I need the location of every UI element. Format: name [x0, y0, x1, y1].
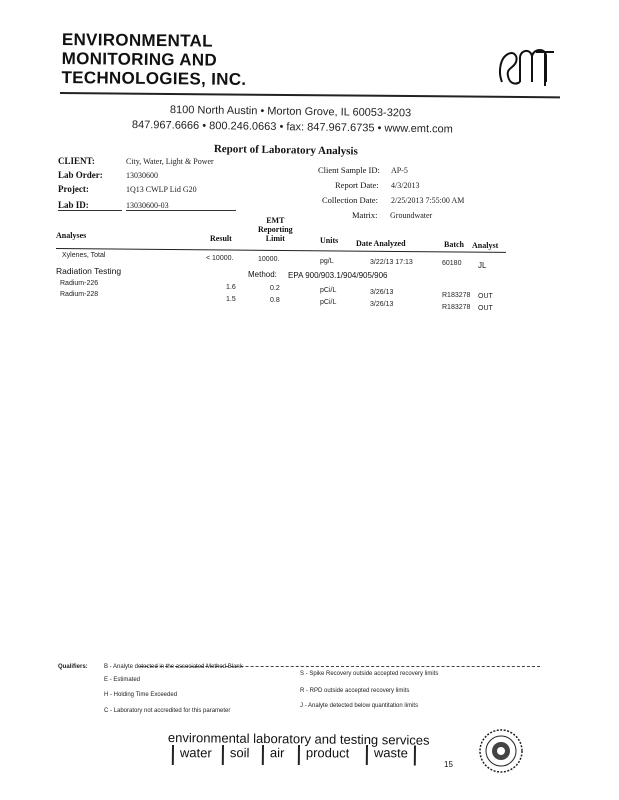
row-radium-228-result: 1.5	[226, 296, 236, 303]
company-name-line-3: TECHNOLOGIES, INC.	[61, 67, 247, 89]
company-address: 8100 North Austin • Morton Grove, IL 60053-3203	[169, 104, 412, 120]
col-emt-limit-line-2: Reporting	[258, 225, 293, 234]
row-radium-226-result: 1.6	[226, 284, 236, 291]
report-title: Report of Laboratory Analysis	[213, 143, 358, 158]
row-radium-226-limit: 0.2	[270, 285, 280, 292]
qualifier-c: C - Laboratory not accredited for this parameter	[104, 708, 231, 714]
row-radium-228-units: pCi/L	[320, 299, 337, 306]
col-emt-limit	[258, 216, 293, 243]
qualifier-s: S - Spike Recovery outside accepted recovery limits	[300, 671, 439, 677]
collection-date-value: 2/25/2013 7:55:00 AM	[391, 196, 465, 205]
qualifier-h: H - Holding Time Exceeded	[104, 692, 178, 698]
service-water: water	[172, 745, 212, 765]
row-xylenes-batch: 60180	[442, 260, 462, 267]
client-sample-id-value: AP-5	[391, 166, 408, 175]
section-radiation-testing: Radiation Testing	[56, 266, 122, 276]
client-value: City, Water, Light & Power	[126, 157, 214, 166]
page-number: 15	[444, 760, 453, 769]
col-analyst: Analyst	[472, 241, 499, 250]
project-value: 1Q13 CWLP Lid G20	[126, 185, 197, 194]
matrix-value: Groundwater	[390, 211, 433, 220]
col-emt-limit-line-1: EMT	[266, 216, 285, 225]
service-product: product	[298, 745, 350, 766]
report-date-value: 4/3/2013	[391, 181, 420, 190]
service-air: air	[262, 745, 285, 765]
col-emt-limit-line-3: Limit	[265, 234, 285, 243]
qualifier-r: R - RPD outside accepted recovery limits	[300, 688, 410, 694]
company-name-line-1: ENVIRONMENTAL	[61, 30, 213, 51]
report-date-label: Report Date:	[335, 180, 379, 190]
lab-order-label: Lab Order:	[58, 170, 103, 180]
row-radium-226-name: Radium-226	[60, 280, 99, 287]
company-name	[61, 30, 246, 89]
row-xylenes-units: pg/L	[320, 258, 334, 265]
matrix-label: Matrix:	[352, 210, 378, 220]
table-header-divider	[56, 248, 506, 253]
row-radium-228-analyst: OUT	[478, 305, 493, 312]
row-radium-226-date: 3/26/13	[370, 289, 394, 296]
col-batch: Batch	[444, 240, 464, 249]
qualifier-e: E - Estimated	[104, 677, 141, 683]
project-label: Project:	[58, 184, 89, 194]
client-sample-id-label: Client Sample ID:	[318, 165, 380, 175]
col-units: Units	[320, 236, 339, 245]
company-name-line-2: MONITORING AND	[61, 48, 218, 70]
row-xylenes-name: Xylenes, Total	[62, 252, 106, 259]
row-radium-228-name: Radium-228	[60, 291, 99, 298]
row-radium-228-batch: R183278	[442, 304, 471, 311]
service-waste: waste	[366, 745, 416, 766]
col-result: Result	[210, 234, 232, 243]
qualifier-j: J - Analyte detected below quantitation limits	[300, 703, 419, 709]
client-label: CLIENT:	[58, 156, 95, 166]
service-soil: soil	[222, 745, 250, 765]
emt-logo-icon	[496, 42, 558, 90]
footer-tagline: environmental laboratory and testing services	[167, 730, 430, 748]
row-radium-226-analyst: OUT	[478, 293, 493, 300]
lab-id-value: 13030600-03	[126, 201, 236, 211]
row-xylenes-analyst: JL	[478, 261, 487, 270]
method-label: Method:	[248, 270, 277, 279]
accreditation-seal-icon	[478, 728, 524, 774]
method-value: EPA 900/903.1/904/905/906	[288, 271, 388, 280]
row-xylenes-date: 3/22/13 17:13	[370, 259, 413, 266]
lab-order-value: 13030600	[126, 171, 158, 180]
row-xylenes-result: < 10000.	[206, 255, 234, 262]
header-divider	[60, 92, 560, 98]
col-analyses: Analyses	[56, 231, 87, 240]
row-radium-226-units: pCi/L	[320, 287, 337, 294]
qualifiers-label: Qualifiers:	[58, 664, 88, 670]
collection-date-label: Collection Date:	[322, 195, 378, 205]
company-contacts: 847.967.6666 • 800.246.0663 • fax: 847.967.6735 • www.emt.com	[131, 119, 453, 136]
row-radium-228-limit: 0.8	[270, 297, 280, 304]
row-xylenes-limit: 10000.	[258, 256, 280, 263]
col-date-analyzed: Date Analyzed	[356, 239, 406, 248]
row-radium-226-batch: R183278	[442, 292, 471, 299]
qualifier-b: B - Analyte detected in the associated Method Blank	[104, 664, 243, 670]
row-radium-228-date: 3/26/13	[370, 301, 394, 308]
lab-id-label: Lab ID:	[58, 200, 122, 211]
